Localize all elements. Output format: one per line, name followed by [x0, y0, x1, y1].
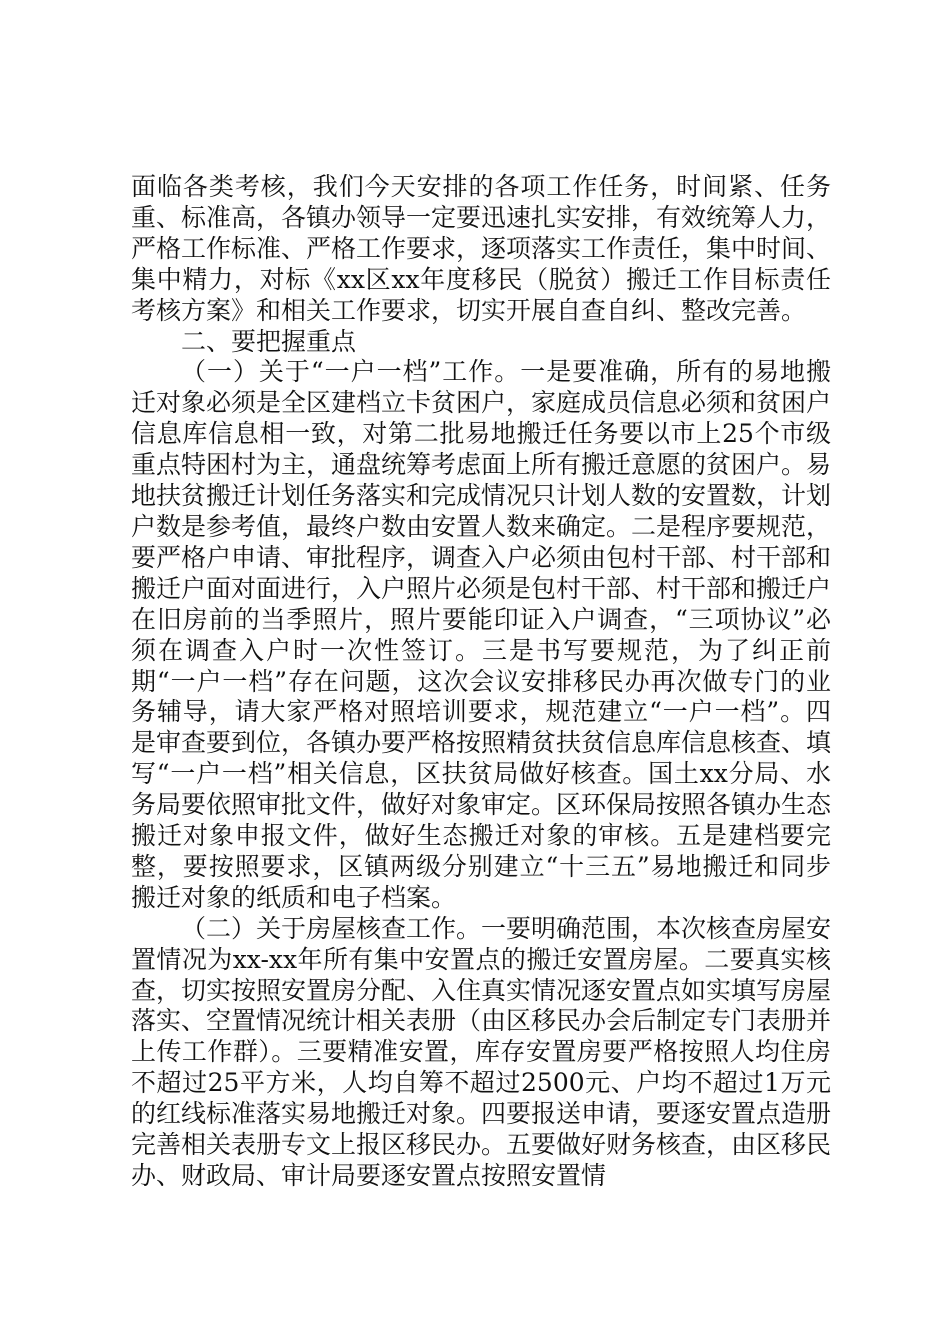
- document-body: [131, 172, 831, 1192]
- paragraph-archive-work: （一）关于“一户一档”工作。一是要准确，所有的易地搬迁对象必须是全区建档立卡贫困户，家庭成员信息必须和贫困户信息库信息相一致，对第二批易地搬迁任务要以市上25个市级重点特困村为主，通盘统筹考虑面上所有搬迁意愿的贫困户。易地扶贫搬迁计划任务落实和完成情况只计划人数的安置数，计划户数是参考值，最终户数由安置人数来确定。二是程序要规范，要严格户申请、审批程序，调查入户必须由包村干部、村干部和搬迁户面对面进行，入户照片必须是包村干部、村干部和搬迁户在旧房前的当季照片，照片要能印证入户调查，“三项协议”必须在调查入户时一次性签订。三是书写要规范，为了纠正前期“一户一档”存在问题，这次会议安排移民办再次做专门的业务辅导，请大家严格对照培训要求，规范建立“一户一档”。四是审查要到位，各镇办要严格按照精贫扶贫信息库信息核查、填写“一户一档”相关信息，区扶贫局做好核查。国土xx分局、水务局要依照审批文件，做好对象审定。区环保局按照各镇办生态搬迁对象申报文件，做好生态搬迁对象的审核。五是建档要完整，要按照要求，区镇两级分别建立“十三五”易地搬迁和同步搬迁对象的纸质和电子档案。: [131, 357, 832, 912]
- paragraph-housing-check: （二）关于房屋核查工作。一要明确范围，本次核查房屋安置情况为xx-xx年所有集中安置点的搬迁安置房屋。二要真实核查，切实按照安置房分配、入住真实情况逐安置点如实填写房屋落实、空置情况统计相关表册（由区移民办会后制定专门表册并上传工作群）。三要精准安置，库存安置房要严格按照人均住房不超过25平方米，人均自筹不超过2500元、户均不超过1万元的红线标准落实易地搬迁对象。四要报送申请，要逐安置点造册完善相关表册专文上报区移民办。五要做好财务核查，由区移民办、财政局、审计局要逐安置点按照安置情: [131, 913, 832, 1190]
- section-heading: 二、要把握重点: [181, 326, 357, 356]
- paragraph-continuation: 面临各类考核，我们今天安排的各项工作任务，时间紧、任务重、标准高，各镇办领导一定要迅速扎实安排，有效统筹人力，严格工作标准、严格工作要求，逐项落实工作责任，集中时间、集中精力，对标《xx区xx年度移民（脱贫）搬迁工作目标责任考核方案》和相关工作要求，切实开展自查自纠、整改完善。: [131, 172, 832, 325]
